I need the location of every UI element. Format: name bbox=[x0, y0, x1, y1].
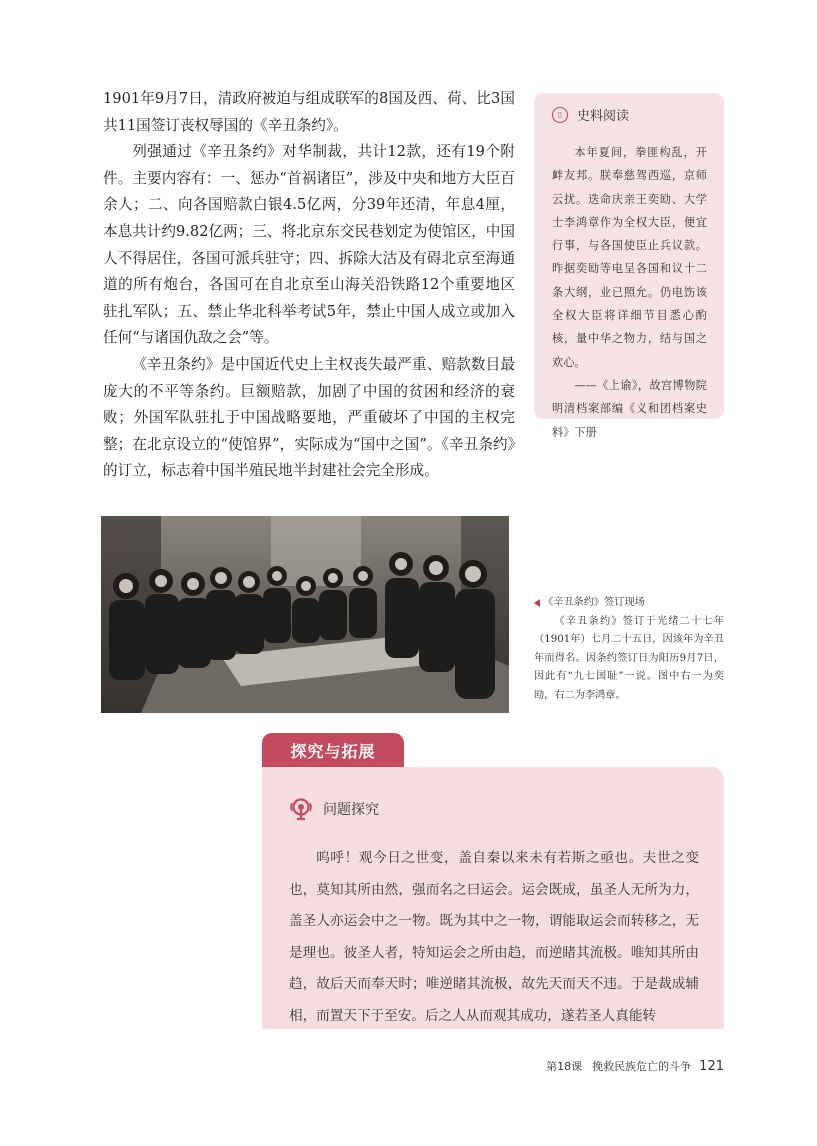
caption-title-row bbox=[534, 594, 724, 613]
page-footer bbox=[514, 1058, 724, 1074]
footer-lesson: 第18课 bbox=[546, 1060, 583, 1073]
inquiry-header bbox=[289, 797, 379, 821]
inquiry-body bbox=[289, 843, 699, 1032]
inquiry-title: 问题探究 bbox=[323, 802, 379, 818]
main-text bbox=[103, 86, 515, 485]
primary-source-sidebar bbox=[534, 93, 724, 439]
sidebar-title: 史料阅读 bbox=[577, 109, 630, 124]
explore-section bbox=[262, 767, 724, 1029]
document-icon: ▯ bbox=[552, 107, 568, 123]
paragraph-2: 列强通过《辛丑条约》对华制裁，共计12款，还有19个附件。主要内容有：一、惩办“首祸诸臣”，涉及中央和地方大臣百余人；二、向各国赔款白银4.5亿两，分39年还清，年息4厘，本息共计约9.82亿两；三、将北京东交民巷划定为使馆区，中国人不得居住，各国可派兵驻守；四、拆除大沽及有碍北京至海通道的所有炮台，各国可在自北京至山海关沿铁路12个重要地区驻扎军队；五、禁止华北科举考试5年，禁止中国人成立或加入任何“与诸国仇敌之会”等。 bbox=[103, 143, 515, 347]
sidebar-header bbox=[552, 105, 629, 124]
caption-title: 《辛丑条约》签订现场 bbox=[543, 597, 645, 608]
inquiry-passage: 呜呼！观今日之世变，盖自秦以来未有若斯之亟也。夫世之变也，莫知其所由然，强而名之曰运会。运会既成，虽圣人无所为力，盖圣人亦运会中之一物。既为其中之一物，谓能取运会而转移之，无是理也。彼圣人者，特知运会之所由趋，而逆睹其流极。唯知其所由趋，故后天而奉天时；唯逆睹其流极，故先天而天不违。于是裁成辅相，而置天下于至安。后之人从而观其成功，遂若圣人真能转 bbox=[289, 850, 699, 1024]
paragraph-1: 1901年9月7日，清政府被迫与组成联军的8国及西、荷、比3国共11国签订丧权辱国的《辛丑条约》。 bbox=[103, 90, 515, 134]
paragraph-3: 《辛丑条约》是中国近代史上主权丧失最严重、赔款数目最庞大的不平等条约。巨额赔款，加剧了中国的贫困和经济的衰败；外国军队驻扎于中国战略要地，严重破坏了中国的主权完整；在北京设立的“使馆界”，实际成为“国中之国”。《辛丑条约》的订立，标志着中国半殖民地半封建社会完全形成。 bbox=[103, 355, 515, 480]
page-number: 121 bbox=[699, 1058, 724, 1074]
treaty-signing-photo bbox=[101, 516, 509, 713]
sidebar-quote: 本年夏间，拳匪构乱，开衅友邦。朕奉慈驾西巡，京师云扰。迭命庆亲王奕劻、大学士李鸿章作为全权大臣，便宜行事，与各国使臣止兵议款。昨据奕劻等电呈各国和议十二条大纲，业已照允。仍电饬该全权大臣将详细节目悉心酌核，量中华之物力，结与国之欢心。 bbox=[552, 146, 707, 369]
explore-tab bbox=[262, 733, 404, 767]
photo-caption bbox=[534, 594, 724, 706]
caption-body: 《辛丑条约》签订于光绪二十七年（1901年）七月二十五日，因该年为辛丑年而得名。因条约签订日为阳历9月7日，因此有“九七国耻”一说。图中右一为奕劻，右二为李鸿章。 bbox=[534, 615, 724, 701]
sidebar-body bbox=[552, 141, 707, 444]
explore-tab-label: 探究与拓展 bbox=[290, 741, 376, 761]
footer-title: 挽救民族危亡的斗争 bbox=[592, 1060, 692, 1073]
sidebar-source: ——《上谕》，故宫博物院明清档案部编《义和团档案史料》下册 bbox=[552, 378, 707, 439]
inquiry-icon bbox=[289, 797, 313, 821]
caption-arrow-icon bbox=[534, 599, 540, 607]
